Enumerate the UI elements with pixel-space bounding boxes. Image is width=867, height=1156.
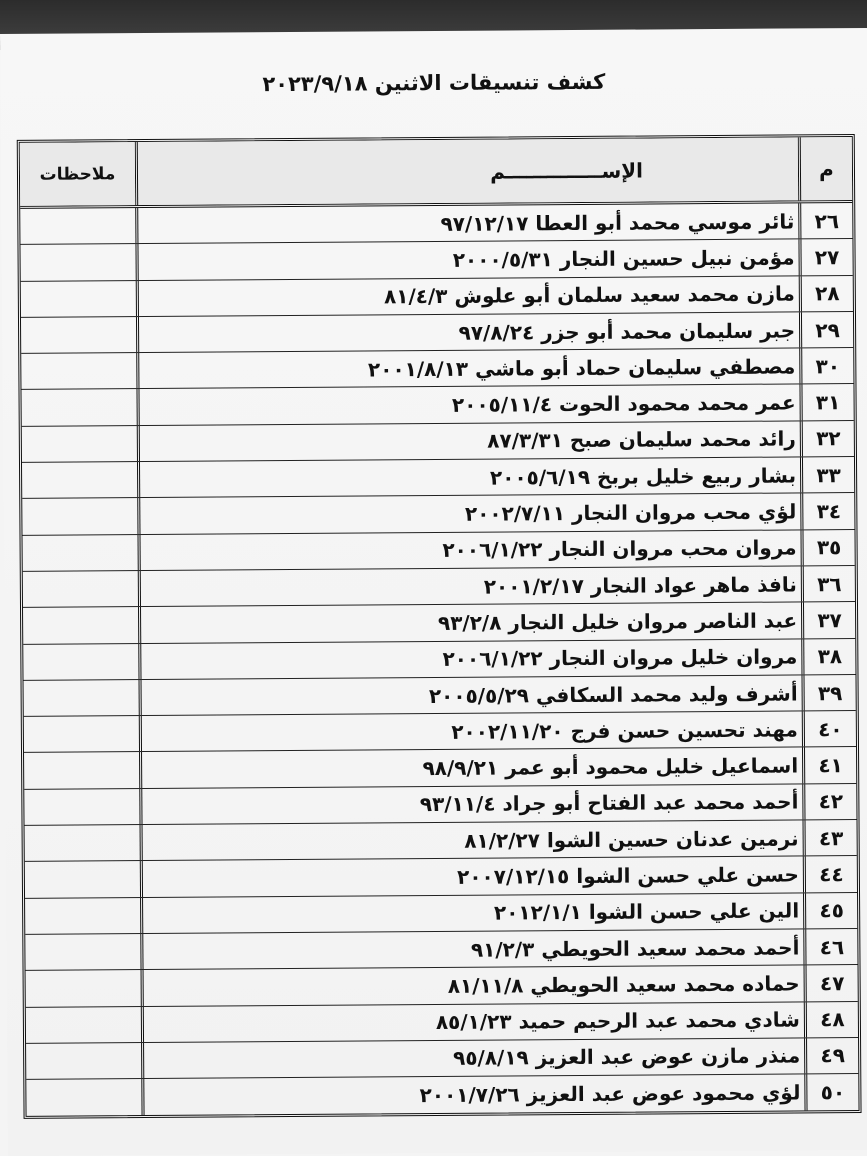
- row-notes: [20, 208, 135, 244]
- row-number: ٤٥: [803, 893, 857, 929]
- row-notes: [23, 644, 138, 680]
- row-number: ٣٤: [800, 493, 854, 529]
- row-notes: [20, 244, 135, 280]
- row-number: ٤١: [802, 747, 856, 783]
- table-row: [21, 312, 853, 354]
- row-name: أحمد محمد عبد الفتاح أبو جراد ٩٣/١١/٤: [139, 784, 802, 824]
- row-number: ٢٦: [798, 203, 852, 239]
- row-notes: [25, 861, 140, 897]
- row-name: بشار ربيع خليل بربخ ٢٠٠٥/٦/١٩: [137, 458, 800, 498]
- table-row: [23, 602, 855, 644]
- table-row: [22, 493, 854, 535]
- row-name: أشرف وليد محمد السكافي ٢٠٠٥/٥/٢٩: [139, 675, 802, 715]
- row-notes: [23, 535, 138, 571]
- row-name: اسماعيل خليل محمود أبو عمر ٩٨/٩/٢١: [139, 748, 802, 788]
- row-notes: [24, 789, 139, 825]
- row-number: ٣٢: [800, 421, 854, 457]
- row-number: ٤٧: [804, 965, 858, 1001]
- table-row: [24, 711, 856, 753]
- row-notes: [26, 970, 141, 1006]
- row-number: ٣٦: [801, 566, 855, 602]
- table-header-row: [20, 137, 852, 209]
- table-row: [23, 639, 855, 681]
- table-row: [20, 203, 852, 245]
- row-name: أحمد محمد سعيد الحويطي ٩١/٢/٣: [140, 929, 803, 969]
- row-number: ٣٨: [801, 639, 855, 675]
- row-name: نرمين عدنان حسين الشوا ٨١/٢/٢٧: [140, 820, 803, 860]
- row-number: ٤٤: [803, 856, 857, 892]
- table-row: [23, 530, 855, 572]
- table-row: [25, 929, 857, 971]
- row-number: ٣٠: [799, 348, 853, 384]
- row-name: عبد الناصر مروان خليل النجار ٩٣/٢/٨: [138, 603, 801, 643]
- row-name: مروان محب مروان النجار ٢٠٠٦/١/٢٢: [137, 530, 800, 570]
- row-number: ٣٩: [801, 675, 855, 711]
- table-row: [24, 675, 856, 717]
- row-name: لؤي محب مروان النجار ٢٠٠٢/٧/١١: [137, 494, 800, 534]
- table-row: [21, 276, 853, 318]
- row-name: الين علي حسن الشوا ٢٠١٢/١/١: [140, 893, 803, 933]
- paper-sheet: [0, 28, 867, 1156]
- row-notes: [22, 498, 137, 534]
- row-name: حسن علي حسن الشوا ٢٠٠٧/١٢/١٥: [140, 857, 803, 897]
- row-name: مازن محمد سعيد سلمان أبو علوش ٨١/٤/٣: [136, 276, 799, 316]
- row-notes: [21, 390, 136, 426]
- names-table: [17, 134, 862, 1119]
- column-header-number: م: [798, 137, 852, 200]
- row-notes: [24, 753, 139, 789]
- row-notes: [25, 898, 140, 934]
- row-number: ٣١: [799, 385, 853, 421]
- row-notes: [25, 934, 140, 970]
- row-name: ثائر موسي محمد أبو العطا ٩٧/١٢/١٧: [135, 203, 798, 243]
- table-row: [20, 239, 852, 281]
- row-notes: [23, 571, 138, 607]
- row-number: ٤٢: [802, 784, 856, 820]
- row-name: رائد محمد سليمان صبح ٨٧/٣/٣١: [137, 421, 800, 461]
- row-number: ٤٦: [803, 929, 857, 965]
- row-number: ٥٠: [804, 1074, 858, 1111]
- row-name: مروان خليل مروان النجار ٢٠٠٦/١/٢٢: [138, 639, 801, 679]
- row-notes: [26, 1043, 141, 1079]
- table-row: [25, 893, 857, 935]
- row-notes: [22, 426, 137, 462]
- row-number: ٤٠: [802, 711, 856, 747]
- row-number: ٣٣: [800, 457, 854, 493]
- row-number: ٣٥: [800, 530, 854, 566]
- row-notes: [25, 825, 140, 861]
- row-notes: [26, 1079, 141, 1116]
- table-row: [26, 1074, 858, 1116]
- column-header-notes: ملاحظات: [20, 142, 135, 206]
- table-row: [25, 856, 857, 898]
- row-number: ٤٨: [804, 1002, 858, 1038]
- column-header-name: الإســــــــــــــم: [135, 137, 798, 205]
- table-row: [23, 566, 855, 608]
- row-notes: [24, 716, 139, 752]
- table-row: [25, 820, 857, 862]
- table-row: [22, 421, 854, 463]
- row-number: ٢٨: [799, 276, 853, 312]
- table-row: [24, 747, 856, 789]
- table-row: [21, 385, 853, 427]
- page-title: كشف تنسيقات الاثنين ٢٠٢٣/٩/١٨: [262, 69, 606, 97]
- row-name: جبر سليمان محمد أبو جزر ٩٧/٨/٢٤: [136, 312, 799, 352]
- table-row: [26, 965, 858, 1007]
- table-row: [21, 348, 853, 390]
- row-name: مهند تحسين حسن فرج ٢٠٠٢/١١/٢٠: [139, 712, 802, 752]
- row-name: شادي محمد عبد الرحيم حميد ٨٥/١/٢٣: [141, 1002, 804, 1042]
- row-number: ٤٩: [804, 1038, 858, 1074]
- table-row: [26, 1038, 858, 1080]
- row-name: نافذ ماهر عواد النجار ٢٠٠١/٢/١٧: [138, 566, 801, 606]
- row-notes: [23, 607, 138, 643]
- row-notes: [21, 353, 136, 389]
- row-notes: [21, 317, 136, 353]
- table-row: [22, 457, 854, 499]
- row-number: ٢٩: [799, 312, 853, 348]
- row-notes: [26, 1007, 141, 1043]
- table-row: [26, 1002, 858, 1044]
- row-number: ٢٧: [798, 239, 852, 275]
- row-number: ٤٣: [803, 820, 857, 856]
- row-notes: [24, 680, 139, 716]
- table-row: [24, 784, 856, 826]
- row-number: ٣٧: [801, 602, 855, 638]
- row-name: عمر محمد محمود الحوت ٢٠٠٥/١١/٤: [136, 385, 799, 425]
- row-name: منذر مازن عوض عبد العزيز ٩٥/٨/١٩: [141, 1038, 804, 1078]
- row-name: مؤمن نبيل حسين النجار ٢٠٠٠/٥/٣١: [135, 240, 798, 280]
- row-name: مصطفي سليمان حماد أبو ماشي ٢٠٠١/٨/١٣: [136, 349, 799, 389]
- row-notes: [22, 462, 137, 498]
- row-name: حماده محمد سعيد الحويطي ٨١/١١/٨: [141, 966, 804, 1006]
- row-notes: [21, 281, 136, 317]
- row-name: لؤي محمود عوض عبد العزيز ٢٠٠١/٧/٢٦: [141, 1075, 804, 1116]
